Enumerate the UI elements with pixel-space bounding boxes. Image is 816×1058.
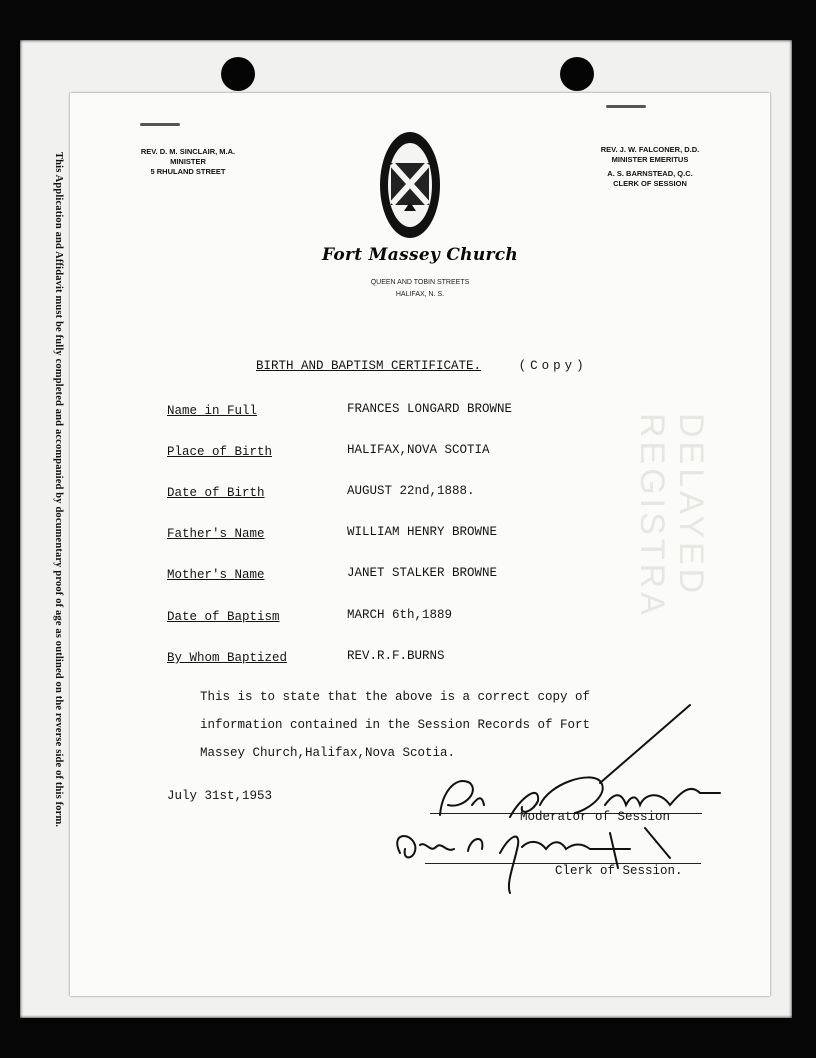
punch-hole-left: [221, 57, 255, 91]
date-of-baptism-label: Date of Baptism: [167, 610, 280, 624]
minister-title: MINISTER: [170, 157, 206, 166]
clerk-name: A. S. BARNSTEAD, Q.C.: [607, 169, 693, 178]
place-of-birth-value: HALIFAX,NOVA SCOTIA: [347, 443, 490, 457]
statement-line-1: This is to state that the above is a correct copy of: [200, 690, 591, 704]
minister-address: 5 RHULAND STREET: [150, 167, 226, 176]
church-name: Fort Massey Church: [321, 245, 519, 265]
name-in-full-label: Name in Full: [167, 404, 258, 418]
fathers-name-label: Father's Name: [167, 527, 265, 541]
copy-note: (Copy): [518, 359, 588, 373]
fathers-name-value: WILLIAM HENRY BROWNE: [347, 525, 498, 539]
statement-line-3: Massey Church,Halifax,Nova Scotia.: [200, 746, 456, 760]
moderator-label: Moderator of Session: [520, 810, 671, 824]
church-address-street: QUEEN AND TOBIN STREETS: [370, 279, 470, 286]
date-of-birth-label: Date of Birth: [167, 486, 265, 500]
date-of-baptism-value: MARCH 6th,1889: [347, 608, 453, 622]
mothers-name-value: JANET STALKER BROWNE: [347, 566, 498, 580]
certificate-date: July 31st,1953: [167, 789, 273, 803]
background-stamp-ghost: DELAYED REGISTRA: [633, 413, 710, 619]
punch-hole-right: [560, 57, 594, 91]
minister-emeritus-name: REV. J. W. FALCONER, D.D.: [600, 145, 700, 154]
church-address-city: HALIFAX, N. S.: [395, 291, 445, 298]
baptized-by-label: By Whom Baptized: [167, 651, 288, 665]
minister-name: REV. D. M. SINCLAIR, M.A.: [140, 147, 236, 156]
minister-emeritus-title: MINISTER EMERITUS: [611, 155, 689, 164]
mothers-name-label: Mother's Name: [167, 568, 265, 582]
side-instruction-note: This Application and Affidavit must be fully completed and accompanied by documentary proof of age as outlined on the reverse side of this form.: [53, 152, 64, 828]
certificate-sheet: [70, 93, 770, 996]
clerk-title: CLERK OF SESSION: [613, 179, 687, 188]
date-of-birth-value: AUGUST 22nd,1888.: [347, 484, 475, 498]
place-of-birth-label: Place of Birth: [167, 445, 273, 459]
baptized-by-value: REV.R.F.BURNS: [347, 649, 445, 663]
certificate-title-text: BIRTH AND BAPTISM CERTIFICATE.: [256, 359, 482, 373]
clerk-label: Clerk of Session.: [555, 864, 683, 878]
statement-line-2: information contained in the Session Records of Fort: [200, 718, 591, 732]
name-in-full-value: FRANCES LONGARD BROWNE: [347, 402, 513, 416]
